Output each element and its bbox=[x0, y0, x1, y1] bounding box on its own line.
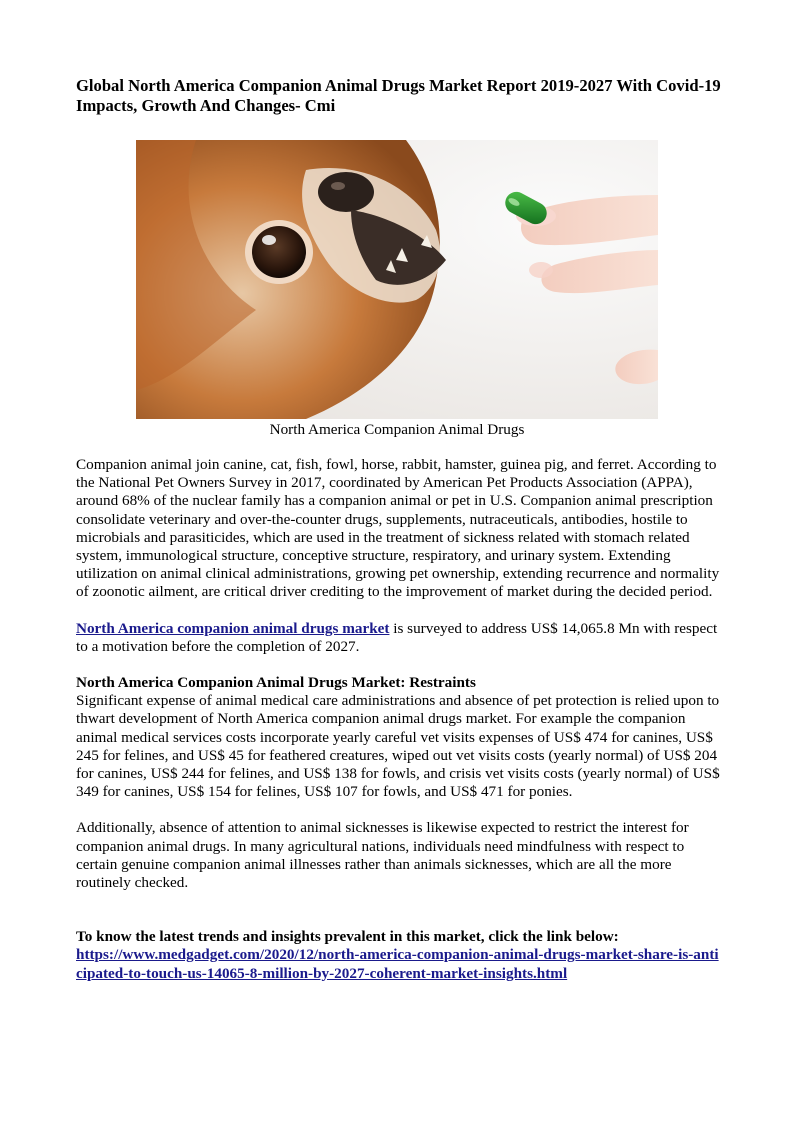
market-report-link[interactable]: North America companion animal drugs market bbox=[76, 619, 390, 637]
intro-paragraph: Companion animal join canine, cat, fish, fowl, horse, rabbit, hamster, guinea pig, and ferret. According to the National Pet Owners Survey in 2017, coordinated by American Pet Products Association (APPA), around 68% of the nuclear family has a companion animal or pet in U.S. Companion animal prescription consolidate veterinary and over-the-counter drugs, supplements, nutraceuticals, antibodies, hostile to microbials and parasiticides, which are used in the treatment of sickness related with stomach related system, immunological structure, conceptive structure, respiratory, and urinary system. Extending utilization on animal clinical administrations, growing pet ownership, extending recurrence and normality of zoonotic ailment, are critical driver crediting to the improvement of market during the decided period. bbox=[76, 456, 720, 601]
spacer bbox=[76, 910, 721, 928]
market-size-text: is surveyed to address US$ 14,065.8 Mn with respect to a motivation before the completion of 2027. bbox=[76, 619, 718, 655]
restraints-section bbox=[76, 674, 721, 801]
page-title: Global North America Companion Animal Drugs Market Report 2019-2027 With Covid-19 Impacts, Growth And Changes- Cmi bbox=[76, 76, 721, 115]
awareness-paragraph: Additionally, absence of attention to animal sicknesses is likewise expected to restrict the interest for companion animal drugs. In many agricultural nations, individuals need mindfulness with respect to certain genuine companion animal illnesses rather than animals sicknesses, which are all the more routinely checked. bbox=[76, 819, 689, 892]
article-body bbox=[76, 456, 721, 983]
dog-pill-photo bbox=[136, 140, 658, 419]
market-size-paragraph bbox=[76, 620, 721, 656]
figure-caption: North America Companion Animal Drugs bbox=[269, 421, 525, 438]
restraints-text: Significant expense of animal medical care administrations and absence of pet protection is relied upon to thwart development of North America companion animal drugs market. For example the companion animal medical services costs incorporate yearly careful vet visits expenses of US$ 474 for canines, US$ 245 for felines, and US$ 45 for feathered creatures, wiped out vet visits costs (yearly normal) of US$ 204 for canines, US$ 244 for felines, and US$ 138 for fowls, and crisis vet visits costs (yearly normal) of US$ 349 for canines, US$ 154 for felines, US$ 107 for fowls, and US$ 471 for ponies. bbox=[76, 692, 720, 801]
source-url-link[interactable]: https://www.medgadget.com/2020/12/north-america-companion-animal-drugs-market-share-is-anticipated-to-touch-us-14065-8-million-by-2027-coherent-market-insights.html bbox=[76, 946, 719, 982]
cta-text: To know the latest trends and insights prevalent in this market, click the link below: bbox=[76, 928, 619, 946]
restraints-heading: North America Companion Animal Drugs Market: Restraints bbox=[76, 674, 476, 692]
